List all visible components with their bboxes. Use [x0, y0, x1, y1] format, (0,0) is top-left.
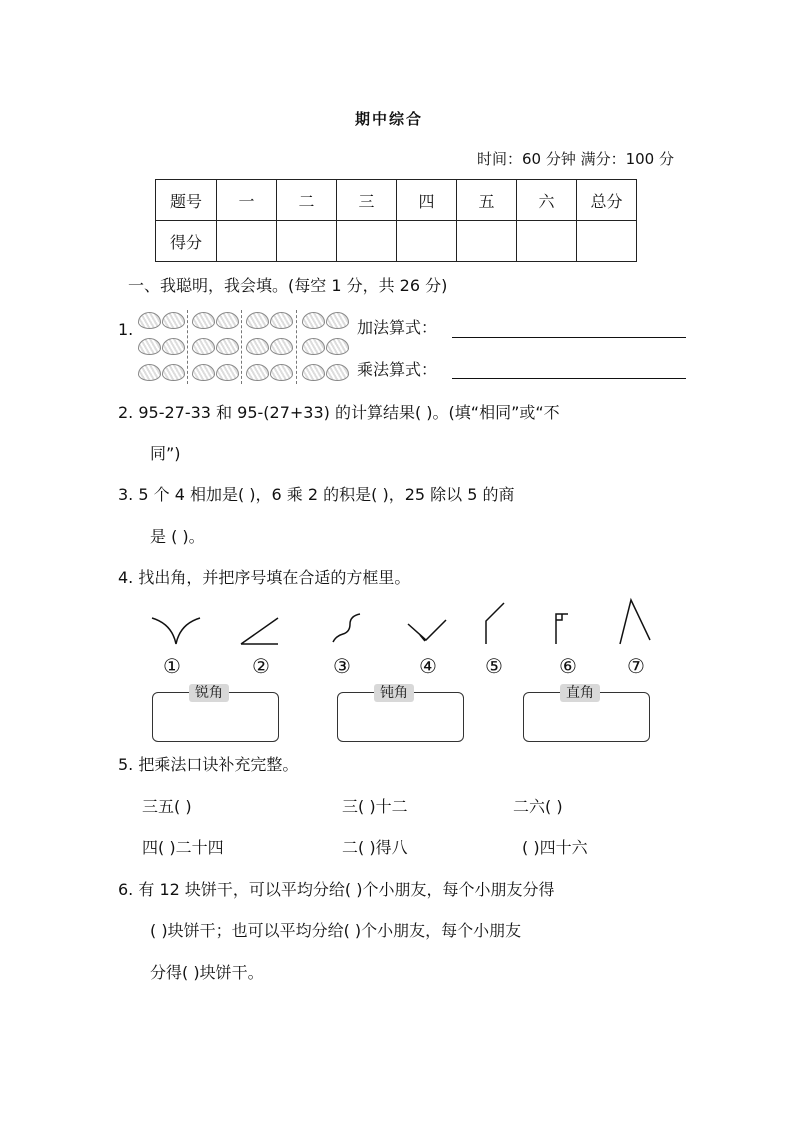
- figure-6-right-angle: [556, 614, 568, 644]
- table-row-label: 得分: [156, 221, 217, 262]
- leaf-icon: [326, 338, 349, 355]
- table-header-cell: 总分: [577, 180, 637, 221]
- question-5-text: 5. 把乘法口诀补充完整。: [118, 755, 299, 774]
- divider: [187, 310, 188, 384]
- table-row: [156, 221, 637, 262]
- multiplication-rhyme-item: 四( )二十四: [142, 838, 224, 857]
- leaf-group: [246, 312, 292, 390]
- leaf-group: [138, 312, 184, 390]
- score-cell[interactable]: [457, 221, 517, 262]
- addition-answer-line[interactable]: [452, 337, 686, 338]
- table-header-cell: 题号: [156, 180, 217, 221]
- time-limit: 时间：60 分钟 满分：100 分: [476, 150, 674, 168]
- figure-7-angle: [620, 600, 650, 644]
- figure-2-angle: [241, 618, 278, 644]
- score-cell[interactable]: [217, 221, 277, 262]
- multiplication-answer-line[interactable]: [452, 378, 686, 379]
- multiplication-rhyme-item: ( )四十六: [522, 838, 588, 857]
- page-title: 期中综合: [355, 110, 424, 128]
- right-angle-label: 直角: [560, 684, 600, 702]
- question-2-line2: 同”): [150, 444, 181, 463]
- leaf-icon: [326, 364, 349, 381]
- leaf-icon: [216, 364, 239, 381]
- leaf-icon: [138, 312, 161, 329]
- question-4-text: 4. 找出角，并把序号填在合适的方框里。: [118, 568, 411, 587]
- table-header-cell: 五: [457, 180, 517, 221]
- table-row: [156, 180, 637, 221]
- leaf-icon: [270, 364, 293, 381]
- score-cell[interactable]: [517, 221, 577, 262]
- multiplication-rhyme-item: 二六( ): [513, 797, 563, 816]
- figure-number-2: ②: [252, 654, 270, 678]
- figure-1-curve: [152, 618, 200, 644]
- table-header-cell: 一: [217, 180, 277, 221]
- question-2-line1: 2. 95-27-33 和 95-(27+33) 的计算结果( )。(填“相同”或“不: [118, 403, 560, 422]
- question-6-line1: 6. 有 12 块饼干，可以平均分给( )个小朋友，每个小朋友分得: [118, 880, 555, 899]
- leaf-icon: [246, 312, 269, 329]
- acute-angle-label: 锐角: [189, 684, 229, 702]
- leaf-icon: [326, 312, 349, 329]
- figure-number-7: ⑦: [627, 654, 645, 678]
- multiplication-rhyme-item: 二( )得八: [342, 838, 408, 857]
- obtuse-angle-label: 钝角: [374, 684, 414, 702]
- question-6-line2: ( )块饼干；也可以平均分给( )个小朋友，每个小朋友: [150, 921, 522, 940]
- leaf-icon: [192, 364, 215, 381]
- figure-number-3: ③: [333, 654, 351, 678]
- section-heading: 一、我聪明，我会填。(每空 1 分，共 26 分): [128, 276, 448, 295]
- addition-label: 加法算式：: [357, 318, 438, 337]
- leaf-icon: [302, 338, 325, 355]
- figure-3-curve: [333, 614, 360, 642]
- leaf-icon: [138, 338, 161, 355]
- question-number: 1.: [118, 320, 134, 339]
- figure-4-angle: [408, 620, 446, 641]
- table-header-cell: 四: [397, 180, 457, 221]
- score-cell[interactable]: [577, 221, 637, 262]
- table-header-cell: 三: [337, 180, 397, 221]
- leaf-icon: [216, 338, 239, 355]
- leaf-group: [302, 312, 348, 390]
- table-header-cell: 二: [277, 180, 337, 221]
- score-cell[interactable]: [277, 221, 337, 262]
- leaf-icon: [302, 364, 325, 381]
- leaf-icon: [246, 364, 269, 381]
- multiplication-rhyme-item: 三( )十二: [342, 797, 408, 816]
- table-header-cell: 六: [517, 180, 577, 221]
- leaf-icon: [216, 312, 239, 329]
- leaf-group: [192, 312, 238, 390]
- leaf-icon: [162, 338, 185, 355]
- divider: [296, 310, 297, 384]
- figure-5-angle: [486, 603, 504, 644]
- leaf-icon: [162, 364, 185, 381]
- figure-number-1: ①: [163, 654, 181, 678]
- score-table: [155, 179, 637, 262]
- figure-number-4: ④: [419, 654, 437, 678]
- question-3-line2: 是 ( )。: [150, 527, 205, 546]
- leaf-icon: [246, 338, 269, 355]
- angle-figures: [140, 596, 670, 656]
- leaf-icon: [270, 312, 293, 329]
- divider: [241, 310, 242, 384]
- score-cell[interactable]: [397, 221, 457, 262]
- leaf-icon: [302, 312, 325, 329]
- leaf-icon: [270, 338, 293, 355]
- multiplication-rhyme-item: 三五( ): [142, 797, 192, 816]
- leaf-icon: [192, 312, 215, 329]
- figure-number-6: ⑥: [559, 654, 577, 678]
- question-6-line3: 分得( )块饼干。: [150, 963, 264, 982]
- figure-number-5: ⑤: [485, 654, 503, 678]
- leaf-icon: [138, 364, 161, 381]
- leaf-icon: [192, 338, 215, 355]
- leaf-icon: [162, 312, 185, 329]
- score-cell[interactable]: [337, 221, 397, 262]
- multiplication-label: 乘法算式：: [357, 360, 438, 379]
- question-3-line1: 3. 5 个 4 相加是( )，6 乘 2 的积是( )，25 除以 5 的商: [118, 485, 515, 504]
